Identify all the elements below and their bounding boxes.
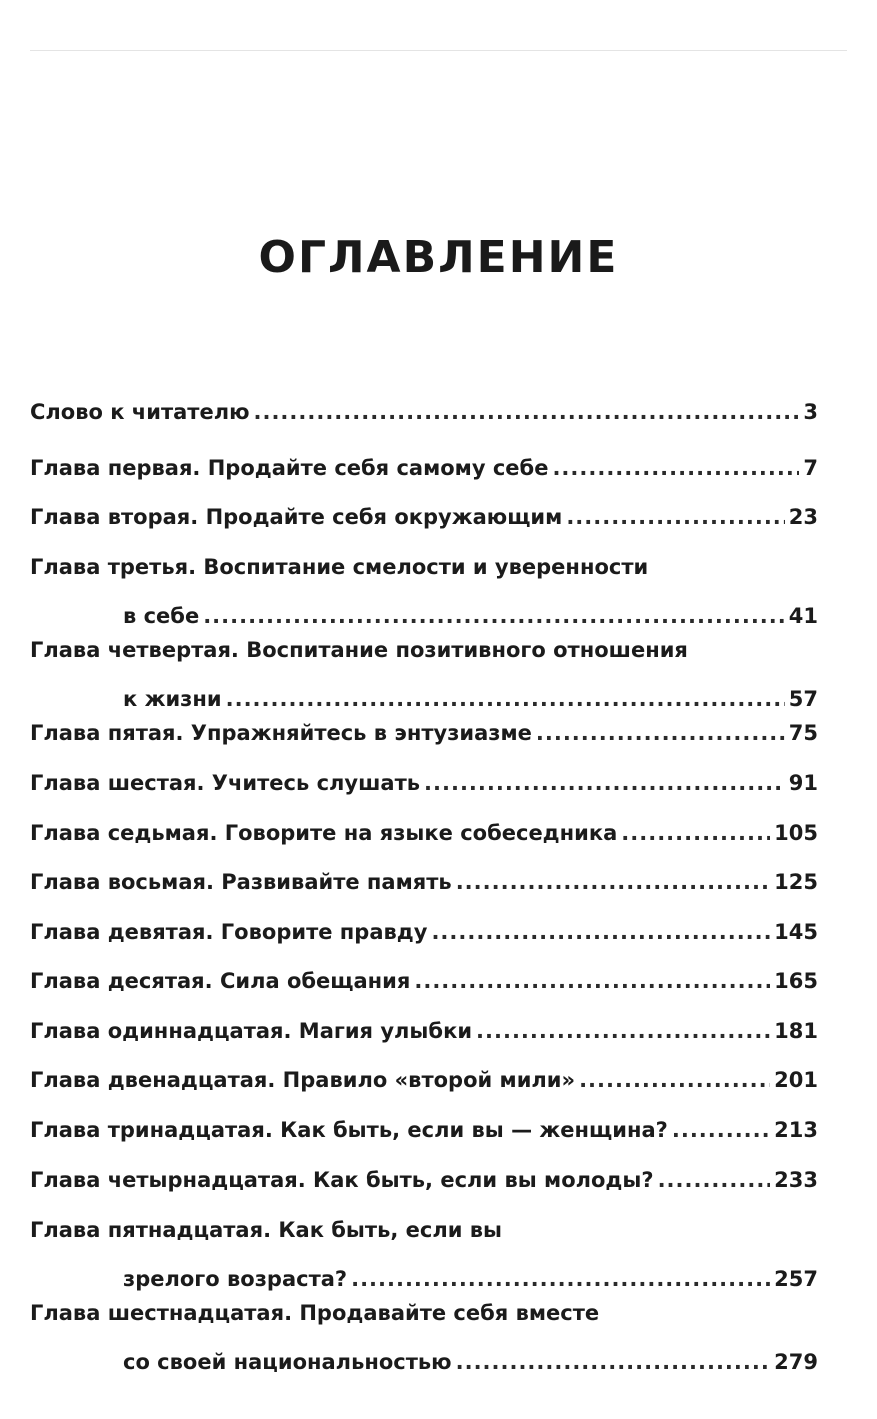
header-rule [30, 50, 847, 51]
toc-page-number: 7 [803, 456, 818, 480]
toc-page-number: 105 [774, 821, 818, 845]
dot-leader [536, 716, 785, 750]
dot-leader [203, 599, 785, 633]
toc-page-number: 279 [774, 1350, 818, 1374]
toc-entry-title: Глава шестая. Учитесь слушать [30, 771, 421, 795]
toc-entry-title: Глава первая. Продайте себя самому себе [30, 456, 549, 480]
dot-leader [621, 816, 770, 850]
toc-entry-title: со своей национальностью [123, 1350, 452, 1374]
dot-leader [456, 1345, 771, 1379]
toc-page-number: 91 [788, 771, 818, 795]
toc-entry-title: Глава вторая. Продайте себя окружающим [30, 505, 563, 529]
page-title: ОГЛАВЛЕНИЕ [258, 232, 619, 283]
dot-leader [424, 766, 785, 800]
toc-entry-title: в себе [123, 604, 200, 628]
toc-page-number: 233 [774, 1168, 818, 1192]
toc-page-number: 75 [788, 721, 818, 745]
toc-page-number: 57 [788, 687, 818, 711]
dot-leader [566, 500, 784, 534]
toc-entry-title: Глава шестнадцатая. Продавайте себя вместе [30, 1301, 600, 1325]
dot-leader [476, 1014, 770, 1048]
toc-page-number: 41 [788, 604, 818, 628]
toc-page-number: 23 [788, 505, 818, 529]
toc-page-number: 257 [774, 1267, 818, 1291]
toc-entry-title: Глава четвертая. Воспитание позитивного отношения [30, 638, 688, 662]
toc-page-number: 3 [803, 400, 818, 424]
dot-leader [552, 451, 799, 485]
dot-leader [672, 1113, 770, 1147]
dot-leader [456, 865, 770, 899]
toc-entry-title: Глава одиннадцатая. Магия улыбки [30, 1019, 473, 1043]
toc-entry-title: Глава седьмая. Говорите на языке собеседника [30, 821, 618, 845]
toc-entry-title: Глава четырнадцатая. Как быть, если вы молоды? [30, 1168, 654, 1192]
toc-entry-title: Глава пятнадцатая. Как быть, если вы [30, 1218, 503, 1242]
toc-entry-title: Глава десятая. Сила обещания [30, 969, 411, 993]
toc-entry-title: к жизни [123, 687, 222, 711]
toc-entry-title: Глава девятая. Говорите правду [30, 920, 428, 944]
toc-page-number: 165 [774, 969, 818, 993]
toc-page-number: 213 [774, 1118, 818, 1142]
dot-leader [226, 682, 785, 716]
toc-entry-title: зрелого возраста? [123, 1267, 348, 1291]
toc-page-number: 201 [774, 1068, 818, 1092]
toc-entry-title: Глава тринадцатая. Как быть, если вы — женщина? [30, 1118, 668, 1142]
toc-entry-title: Слово к читателю [30, 400, 250, 424]
bleed-through-text [0, 0, 877, 420]
dot-leader [658, 1163, 771, 1197]
toc-entry-title: Глава третья. Воспитание смелости и уверенности [30, 555, 649, 579]
dot-leader [579, 1063, 770, 1097]
toc-page-number: 181 [774, 1019, 818, 1043]
toc-page-number: 125 [774, 870, 818, 894]
dot-leader [431, 915, 770, 949]
dot-leader [414, 964, 770, 998]
dot-leader [351, 1262, 770, 1296]
toc-entry-title: Глава двенадцатая. Правило «второй мили» [30, 1068, 576, 1092]
dot-leader [254, 395, 800, 429]
toc-entry-title: Глава пятая. Упражняйтесь в энтузиазме [30, 721, 532, 745]
toc-page-number: 145 [774, 920, 818, 944]
toc-entry-title: Глава восьмая. Развивайте память [30, 870, 452, 894]
